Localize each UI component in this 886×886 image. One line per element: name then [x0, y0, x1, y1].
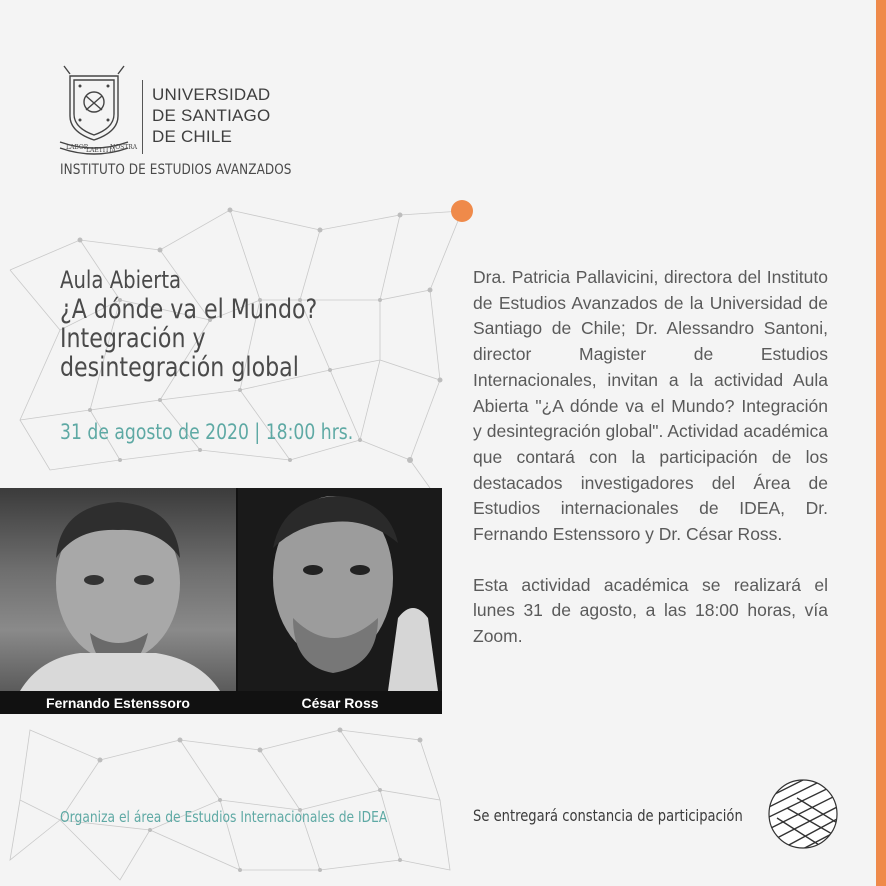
university-name-line-2: DE SANTIAGO: [152, 106, 271, 125]
crest-motto-2: LAETITIA: [86, 147, 116, 154]
certificate-text: Se entregará constancia de participación: [473, 806, 743, 825]
university-name-line-1: UNIVERSIDAD: [152, 85, 271, 104]
university-name-line-3: DE CHILE: [152, 127, 233, 146]
university-crest-icon: [56, 58, 138, 158]
event-description: [473, 265, 828, 650]
crest-motto-3: NOSTRA: [110, 144, 138, 151]
description-paragraph-2: Esta actividad académica se realizará el lunes 31 de agosto, a las 18:00 horas, vía Zoom.: [473, 574, 828, 647]
event-title-line-3: desintegración global: [60, 352, 299, 383]
portrait-1-icon: [0, 488, 236, 691]
university-name: [152, 84, 270, 147]
accent-bar: [876, 0, 886, 886]
portrait-2-icon: [238, 488, 442, 691]
speaker-photo-1: [0, 488, 236, 691]
speaker-name-1: Fernando Estenssoro: [0, 692, 236, 714]
striped-circle-icon: [767, 778, 839, 850]
event-title-line-1: ¿A dónde va el Mundo?: [60, 294, 318, 325]
institute-name: INSTITUTO DE ESTUDIOS AVANZADOS: [60, 162, 292, 178]
speaker-name-2: César Ross: [238, 692, 442, 714]
orange-node-icon: [451, 200, 473, 222]
event-date: 31 de agosto de 2020 | 18:00 hrs.: [60, 420, 354, 444]
logo-divider: [142, 80, 143, 154]
organizer-text: Organiza el área de Estudios Internacionales de IDEA: [60, 808, 388, 826]
event-series: Aula Abierta: [60, 266, 182, 294]
crest-motto-1: LABOR: [66, 144, 89, 151]
speaker-photo-2: [238, 488, 442, 691]
speaker-photos: [0, 488, 442, 714]
event-title: [60, 266, 390, 382]
event-title-line-2: Integración y: [60, 323, 206, 354]
description-paragraph-1: Dra. Patricia Pallavicini, directora del Instituto de Estudios Avanzados de la Universidad de Santiago de Chile; Dr. Alessandro Santoni, director Magister de Estudios Internacionales, invitan a la actividad Aula Abierta "¿A dónde va el Mundo? Integración y desintegración global". Actividad académica que contará con la participación de los destacados investigadores del Área de Estudios internacionales de IDEA, Dr. Fernando Estenssoro y Dr. César Ross.: [473, 267, 828, 545]
